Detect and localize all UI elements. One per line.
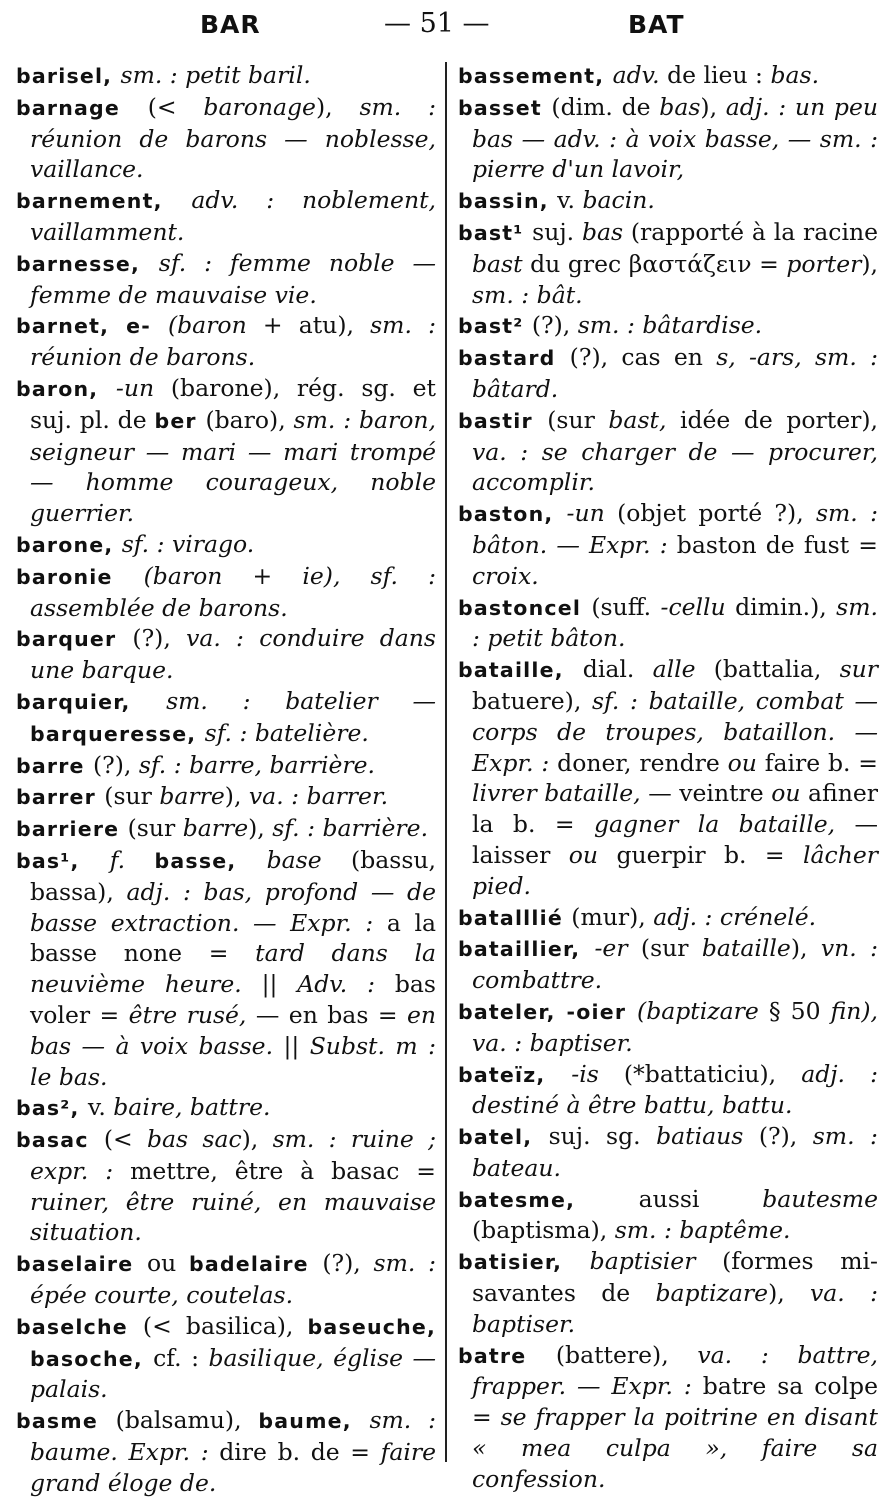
entry-italic-text: (baron + ie), sf. : assemblée de barons.	[30, 561, 436, 622]
entry-italic-text: (baptizare	[637, 996, 769, 1025]
entry-headword: baston,	[458, 502, 567, 527]
entry-text: aussi	[638, 1184, 763, 1213]
entry-italic-text: livrer bataille,	[472, 779, 649, 808]
entry-headword: bas¹,	[16, 848, 110, 873]
entry-text: suj.	[532, 217, 582, 246]
entry-headword: barone,	[16, 532, 122, 557]
entry-text: batre sa colpe =	[472, 1372, 878, 1432]
entry-italic-text: -er	[594, 934, 641, 963]
dictionary-entry	[16, 1124, 436, 1248]
dictionary-entry	[16, 373, 436, 529]
entry-headword: baronie	[16, 564, 144, 589]
entry-headword: bastoncel	[458, 595, 592, 620]
dictionary-entry	[458, 310, 878, 342]
entry-italic-text: sm. : épée courte, coutelas.	[30, 1249, 437, 1310]
entry-italic-text: sur	[839, 655, 878, 684]
entry-text: — laisser	[472, 810, 878, 869]
entry-text: (sur	[640, 934, 702, 963]
dictionary-entry	[458, 1340, 878, 1495]
entry-italic-text: barre	[159, 782, 225, 811]
dictionary-entry	[16, 686, 436, 750]
left-column	[16, 60, 436, 1499]
entry-italic-text: bautesme	[762, 1184, 878, 1213]
entry-text: + atu),	[246, 311, 371, 340]
entry-italic-text: s, -ars, sm. : bâtard.	[472, 343, 878, 403]
entry-headword: barqueresse,	[30, 721, 205, 746]
dictionary-entry	[458, 1059, 878, 1122]
header-right-guideword: BAT	[628, 10, 685, 39]
dictionary-entry	[16, 813, 436, 845]
entry-text: (	[147, 92, 157, 121]
entry-italic-text: ou	[727, 748, 765, 777]
entry-text: mettre, être à basac =	[130, 1156, 436, 1185]
entry-italic-text: sm. : bateau.	[472, 1122, 878, 1182]
entry-italic-text: alle	[652, 655, 714, 684]
entry-italic-text: sf. : batelière.	[204, 718, 369, 747]
entry-italic-text: porter	[786, 249, 862, 278]
entry-italic-text: sm. : bâtardise.	[577, 311, 763, 340]
entry-text: (objet porté ?),	[617, 499, 816, 528]
entry-headword: bas²,	[16, 1096, 88, 1121]
dictionary-entry	[16, 750, 436, 782]
entry-italic-text: barre	[182, 814, 249, 843]
entry-italic-text: sf. : barre, barrière.	[138, 750, 376, 779]
entry-headword: bassement,	[458, 64, 613, 88]
entry-text: (?),	[92, 750, 139, 779]
dictionary-entry	[458, 185, 878, 217]
entry-text: doner, rendre	[557, 748, 728, 777]
entry-text: (	[103, 1125, 114, 1154]
entry-italic-text: adv.	[612, 61, 668, 89]
entry-headword: bateïz,	[458, 1062, 572, 1087]
entry-text: (*battaticiu),	[623, 1059, 802, 1088]
entry-text: afiner la b. =	[472, 779, 878, 839]
entry-text: v.	[87, 1093, 114, 1122]
entry-italic-text: va. : baptiser.	[472, 1279, 878, 1338]
entry-text: ),	[241, 1125, 273, 1154]
dictionary-entry	[16, 60, 436, 92]
entry-italic-text: va. : se charger de — procurer, accomplir.	[472, 437, 878, 497]
entry-text: (barone), rég. sg. et suj. pl. de	[30, 373, 436, 434]
entry-text: dial.	[582, 655, 653, 684]
entry-italic-text: sm. : bâton. — Expr. :	[472, 499, 878, 559]
entry-headword: baselche	[16, 1314, 143, 1339]
entry-headword: barquer	[16, 627, 133, 652]
dictionary-entry	[458, 902, 878, 934]
entry-italic-text: va. : conduire dans une barque.	[30, 624, 436, 685]
entry-headword: baron,	[16, 376, 116, 401]
dictionary-entry	[458, 498, 878, 591]
entry-text: (bassu, bassa),	[30, 845, 436, 906]
entry-text: (dim. de	[551, 92, 660, 121]
entry-headword: bataillier,	[458, 937, 595, 962]
entry-headword: basse,	[154, 848, 267, 873]
dictionary-entry	[16, 1311, 436, 1405]
entry-headword: baselaire	[16, 1252, 147, 1277]
entry-text: faire b. =	[764, 748, 878, 777]
entry-italic-text: baptisier	[589, 1247, 723, 1276]
dictionary-entry	[458, 1184, 878, 1247]
entry-italic-text: adj. : bas, profond — de basse extraction. — Expr. :	[30, 877, 436, 937]
page-header	[0, 6, 894, 46]
entry-headword: bast²	[458, 314, 532, 339]
entry-headword: barquier,	[16, 689, 167, 714]
entry-italic-text: gagner la bataille,	[593, 810, 855, 839]
entry-text: (sur	[127, 814, 183, 843]
dictionary-entry	[458, 654, 878, 901]
entry-italic-text: sm. : ruine ; expr. :	[30, 1125, 436, 1185]
entry-headword: badelaire	[188, 1252, 323, 1277]
dictionary-entry	[458, 60, 878, 92]
entry-text: (	[142, 1311, 153, 1340]
entry-text: — veintre	[648, 779, 772, 808]
entry-headword: barnement,	[16, 189, 192, 214]
dictionary-entry	[16, 92, 436, 185]
dictionary-entry	[458, 405, 878, 498]
entry-italic-text: base	[266, 845, 352, 874]
entry-italic-text: ou	[568, 840, 617, 869]
entry-text: (sur	[104, 782, 160, 811]
entry-text: (mur),	[571, 902, 654, 931]
entry-italic-text: sm. : réunion de barons — noblesse, vaillance.	[30, 92, 436, 184]
entry-text: — en bas =	[255, 1000, 407, 1029]
entry-headword: barnage	[16, 95, 148, 120]
entry-headword: batel,	[458, 1125, 549, 1150]
entry-text: (?),	[758, 1122, 813, 1151]
entry-text: ),	[700, 92, 726, 121]
right-column	[458, 60, 878, 1495]
entry-headword: batre	[458, 1343, 556, 1368]
entry-italic-text: bast	[472, 249, 531, 278]
entry-text: (baptisma),	[472, 1216, 615, 1245]
entry-headword: barriere	[16, 817, 128, 842]
entry-headword: bastard	[458, 346, 570, 371]
entry-italic-text: baptizare	[655, 1279, 769, 1308]
page-number: — 51 —	[384, 8, 490, 39]
entry-text: v.	[557, 186, 583, 215]
header-left-guideword: BAR	[200, 10, 261, 39]
dictionary-entry	[16, 561, 436, 624]
entry-italic-text: ruiner, être ruiné, en mauvaise situation.	[30, 1187, 436, 1247]
entry-italic-text: f.	[109, 845, 155, 874]
entry-italic-text: sm. : petit bâton.	[472, 592, 878, 653]
entry-headword: barnesse,	[16, 251, 159, 276]
dictionary-entry	[16, 529, 436, 561]
entry-italic-text: se frapper la poitrine en disant « mea culpa », faire sa confession.	[472, 1403, 878, 1493]
entry-text: ),	[790, 934, 821, 963]
dictionary-entry	[458, 1246, 878, 1339]
entry-italic-text: basilique, église — palais.	[30, 1343, 436, 1404]
entry-text: (balsamu),	[115, 1406, 259, 1435]
entry-italic-text: sm. : petit baril.	[120, 61, 311, 89]
entry-text: (?), cas en	[569, 343, 717, 372]
dictionary-entry	[458, 933, 878, 996]
entry-italic-text: sf. : barrière.	[272, 814, 429, 843]
entry-italic-text: adj. : destiné à être battu, battu.	[472, 1059, 878, 1120]
entry-italic-text: être rusé,	[128, 1000, 256, 1029]
entry-text: (?),	[322, 1249, 374, 1278]
entry-text: idée de porter),	[679, 405, 878, 434]
dictionary-entry	[16, 845, 436, 1092]
entry-italic-text: adj. : crénelé.	[653, 902, 817, 931]
entry-text: (sur	[547, 405, 609, 434]
entry-headword: barisel,	[16, 64, 121, 88]
entry-text: ),	[861, 249, 879, 278]
dictionary-entry	[16, 781, 436, 813]
entry-text: ),	[224, 782, 249, 811]
entry-italic-text: -un	[115, 373, 171, 402]
dictionary-entry	[458, 996, 878, 1059]
entry-text: dimin.),	[735, 592, 837, 621]
entry-italic-text: vn. : combattre.	[472, 934, 878, 995]
entry-text: baston de fust =	[676, 530, 878, 559]
dictionary-entry	[16, 1405, 436, 1498]
dictionary-entry	[458, 342, 878, 405]
dictionary-entry	[458, 592, 878, 655]
entry-italic-text: en bas — à voix basse. || Subst. m : le bas.	[30, 1000, 436, 1091]
entry-headword: bastir	[458, 408, 548, 433]
entry-text: cf. :	[153, 1343, 209, 1372]
entry-italic-text: bas	[659, 92, 701, 121]
entry-italic-text: < bas sac	[113, 1125, 242, 1154]
entry-italic-text: adv. : noblement, vaillamment.	[30, 186, 436, 246]
entry-headword: batalllié	[458, 905, 572, 930]
entry-italic-text: adj. : un peu bas — adv. : à voix basse, — sm. : pierre d'un lavoir,	[472, 92, 879, 184]
dictionary-entry	[458, 92, 878, 185]
entry-text: (?),	[132, 624, 187, 653]
dictionary-entry	[16, 310, 436, 373]
entry-italic-text: <	[152, 1311, 186, 1340]
entry-italic-text: fin), va. : baptiser.	[472, 996, 879, 1057]
entry-italic-text: sf. : femme noble — femme de mauvaise vie.	[30, 248, 436, 309]
entry-headword: bast¹	[458, 220, 533, 245]
entry-headword: baseuche, basoche,	[30, 1314, 436, 1371]
entry-italic-text: bast,	[608, 405, 680, 434]
entry-italic-text: bacin.	[582, 186, 655, 215]
entry-text: basilica),	[185, 1311, 308, 1340]
entry-text: ou	[146, 1249, 189, 1278]
entry-italic-text: batiaus	[656, 1122, 759, 1151]
entry-headword: batisier,	[458, 1250, 590, 1275]
entry-italic-text: va. : battre, frapper. — Expr. :	[472, 1340, 879, 1401]
entry-headword: basme	[16, 1409, 116, 1434]
entry-text: (baro),	[205, 405, 294, 434]
dictionary-entry	[458, 217, 878, 310]
dictionary-entry	[16, 248, 436, 311]
entry-italic-text: < baronage	[156, 92, 316, 121]
entry-text: § 50	[768, 996, 831, 1025]
entry-text: suj. sg.	[548, 1122, 657, 1151]
entry-text: (?),	[531, 311, 578, 340]
entry-italic-text: bataille	[701, 934, 791, 963]
entry-text: ),	[315, 92, 360, 121]
dictionary-entry	[16, 1248, 436, 1311]
entry-italic-text: croix.	[472, 561, 539, 590]
entry-italic-text: sf. : bataille, combat — corps de troupes, bataillon. — Expr. :	[472, 686, 878, 777]
entry-italic-text: sf. : virago.	[121, 529, 255, 558]
entry-text: guerpir b. =	[616, 840, 804, 869]
entry-text: a la basse none =	[30, 908, 436, 968]
entry-italic-text: bas.	[770, 61, 820, 89]
entry-italic-text: va. : barrer.	[248, 782, 389, 811]
entry-headword: ber	[154, 408, 206, 433]
entry-text: dire b. de =	[219, 1438, 381, 1467]
entry-text: (rapporté à la racine	[630, 217, 879, 246]
entry-italic-text: -un	[566, 499, 618, 528]
entry-italic-text: -cellu	[660, 592, 736, 621]
entry-headword: barrer	[16, 785, 105, 810]
entry-text: ),	[248, 814, 273, 843]
entry-text: (battere),	[555, 1340, 698, 1369]
entry-italic-text: (baron	[167, 311, 247, 340]
entry-headword: bassin,	[458, 189, 558, 214]
entry-text: (formes mi-savantes de	[472, 1247, 878, 1308]
dictionary-entry	[16, 623, 436, 686]
entry-italic-text: sm. : baptême.	[614, 1216, 791, 1245]
entry-italic-text: faire grand éloge de.	[30, 1438, 437, 1497]
entry-text: du grec βαστάζειν =	[530, 249, 787, 278]
dictionary-entry	[16, 1092, 436, 1124]
entry-italic-text: sm. : baron, seigneur — mari — mari trompé — homme courageux, noble guerrier.	[30, 405, 436, 528]
entry-text: (battalia,	[713, 655, 840, 684]
entry-italic-text: sm. : bât.	[472, 280, 583, 309]
entry-headword: basac	[16, 1128, 104, 1153]
entry-text: (suff.	[591, 592, 661, 621]
entry-headword: basset	[458, 95, 552, 120]
entry-headword: bataille,	[458, 658, 583, 683]
dictionary-entry	[458, 1121, 878, 1184]
entry-text: batuere),	[472, 686, 592, 715]
entry-italic-text: baire, battre.	[113, 1093, 271, 1122]
entry-italic-text: tard dans la neuvième heure. || Adv. :	[30, 939, 436, 999]
entry-italic-text: lâcher pied.	[472, 840, 878, 900]
entry-headword: barre	[16, 753, 93, 778]
entry-italic-text: -is	[571, 1059, 624, 1088]
entry-text: bas voler =	[30, 970, 436, 1029]
entry-text: ),	[768, 1279, 811, 1308]
dictionary-entry	[16, 185, 436, 248]
entry-headword: bateler, -oier	[458, 999, 638, 1024]
column-divider	[445, 62, 447, 1462]
entry-headword: baume,	[258, 1409, 370, 1434]
entry-headword: barnet, e-	[16, 314, 168, 339]
entry-italic-text: ou	[771, 779, 809, 808]
entry-italic-text: sm. : batelier —	[166, 686, 436, 715]
entry-text: de lieu :	[667, 61, 771, 89]
entry-italic-text: sm. : baume. Expr. :	[30, 1406, 436, 1467]
entry-italic-text: bas	[581, 217, 631, 246]
entry-headword: batesme,	[458, 1187, 639, 1212]
entry-italic-text: sm. : réunion de barons.	[30, 311, 436, 372]
